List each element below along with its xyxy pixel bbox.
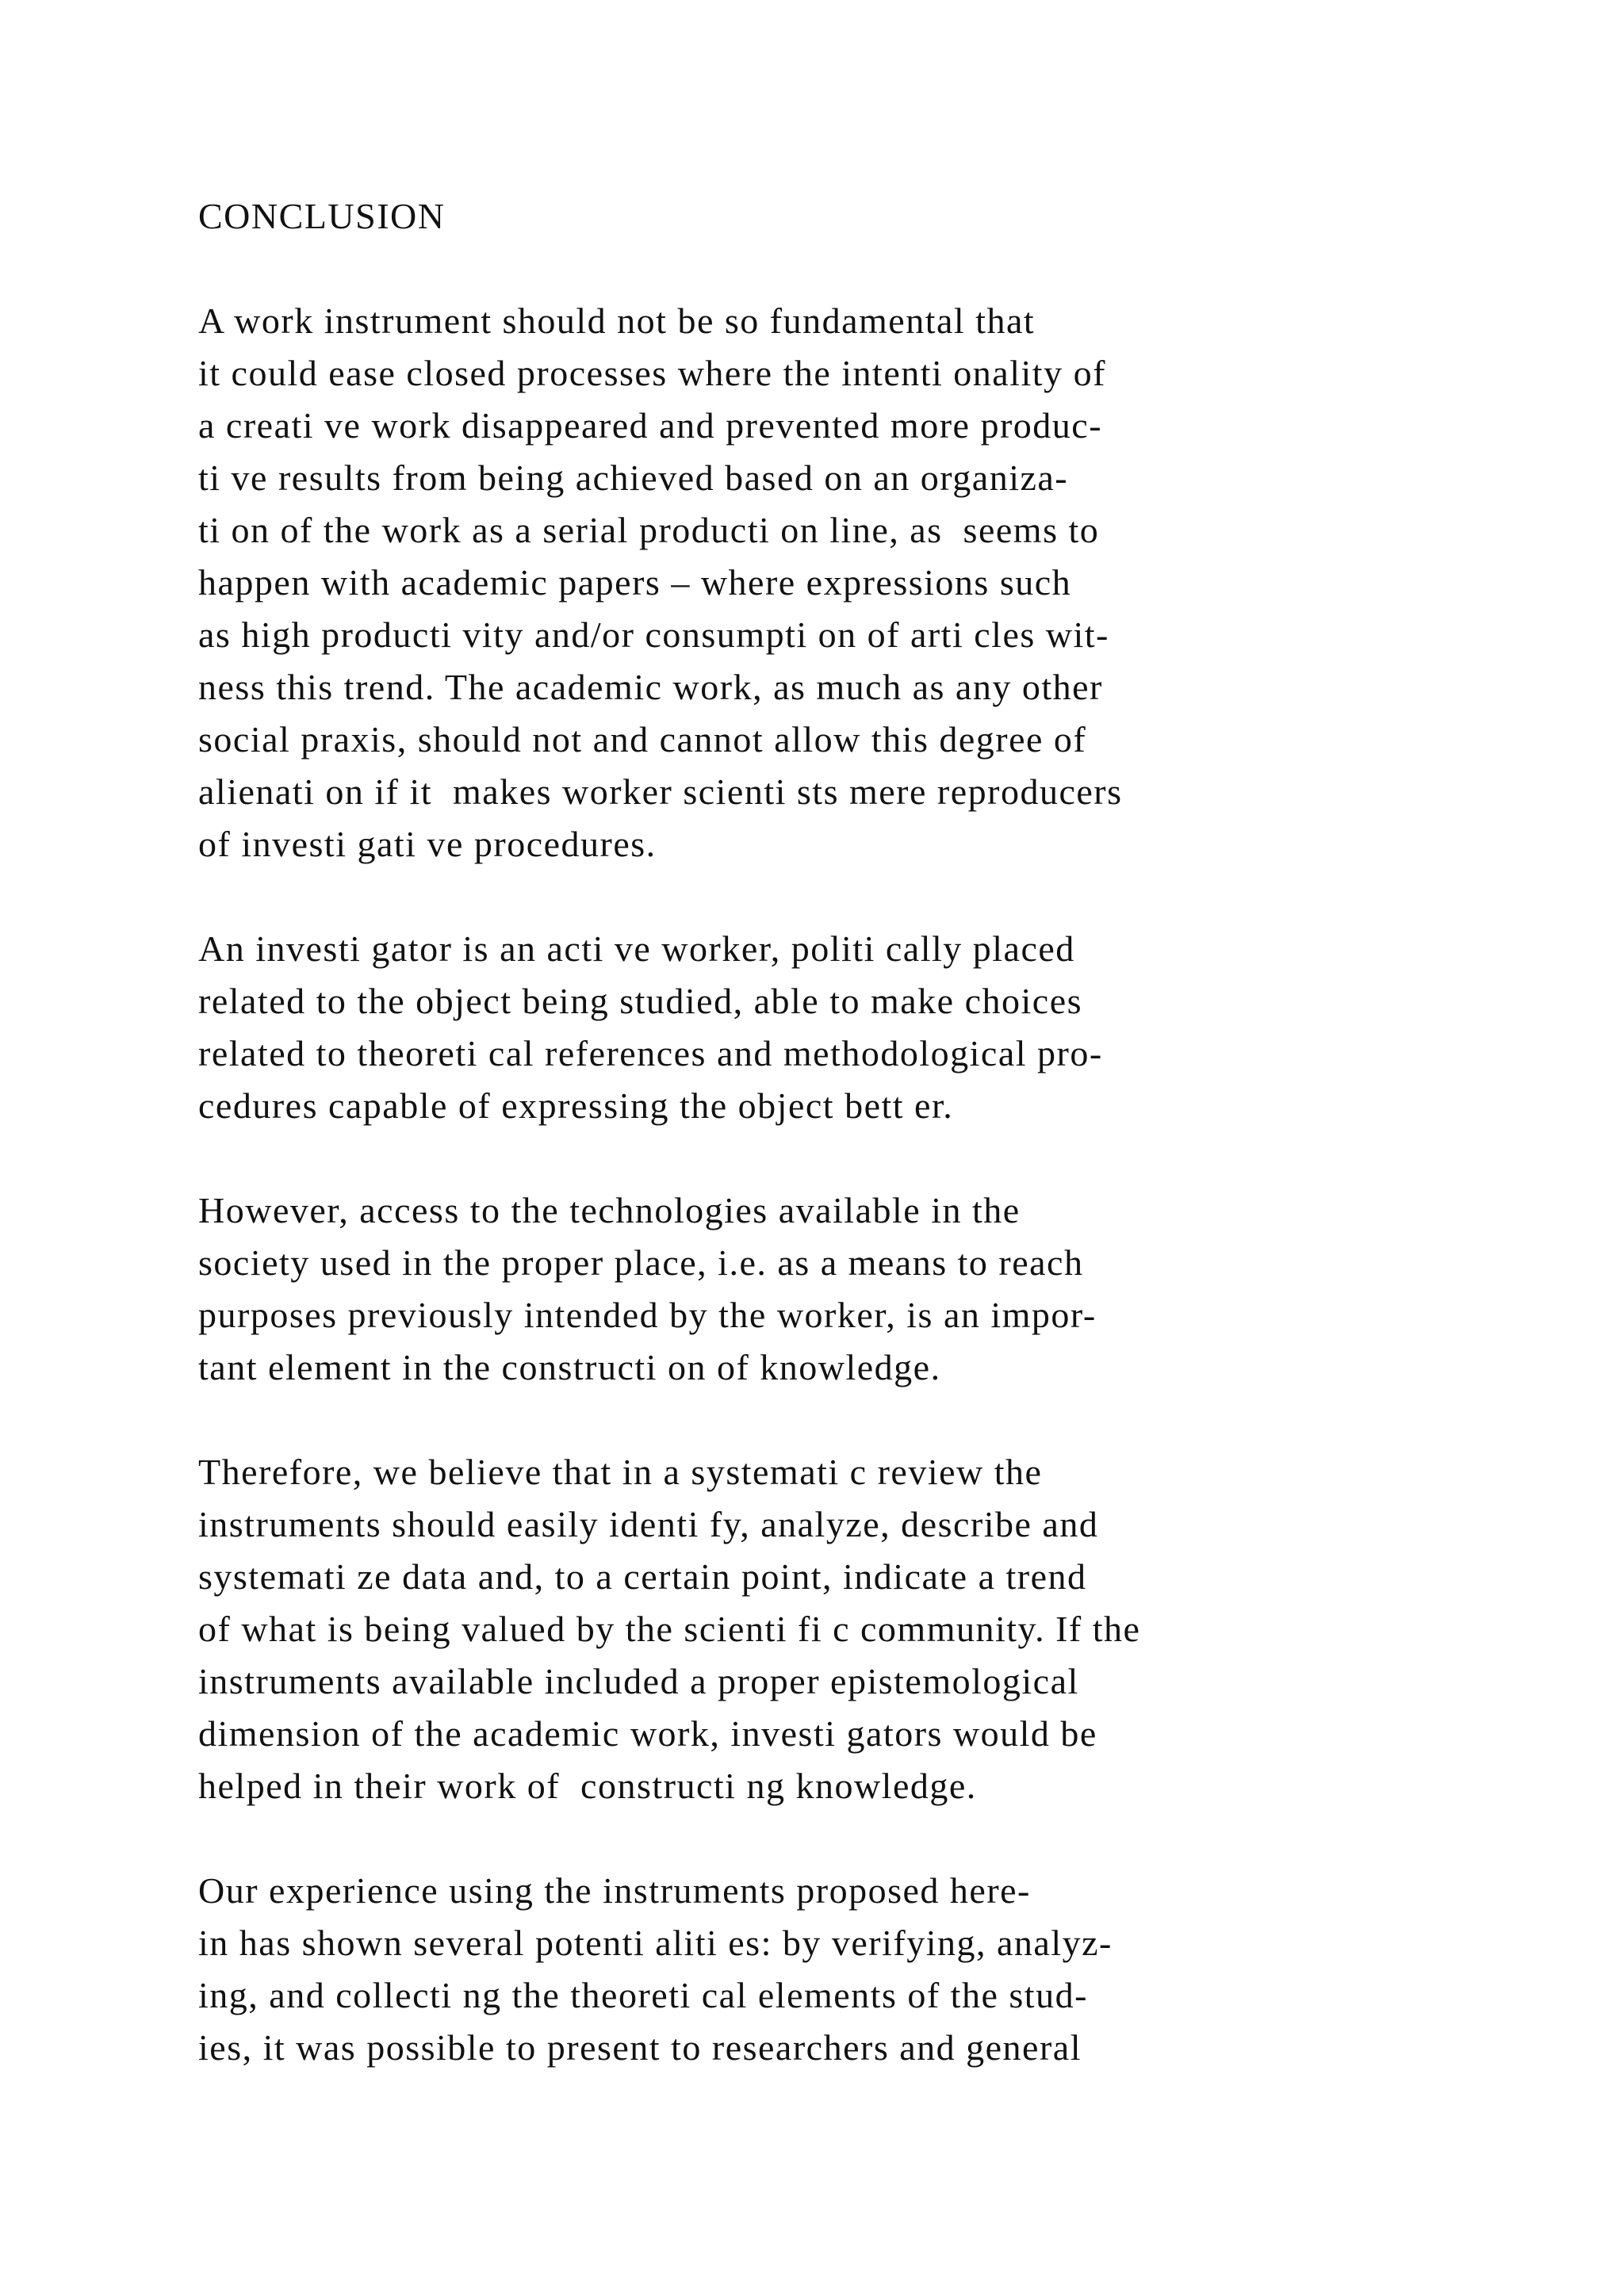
text-line: social praxis, should not and cannot allow this degree of xyxy=(198,719,1087,760)
text-line: systemati ze data and, to a certain point, indicate a trend xyxy=(198,1556,1087,1597)
text-line: helped in their work of constructi ng knowledge. xyxy=(198,1766,977,1806)
text-line: of what is being valued by the scienti fi c community. If the xyxy=(198,1609,1141,1649)
paragraph xyxy=(198,923,1594,1132)
text-line: of investi gati ve procedures. xyxy=(198,824,657,864)
text-line: it could ease closed processes where the intenti onality of xyxy=(198,353,1106,393)
text-line: dimension of the academic work, investi gators would be xyxy=(198,1713,1097,1754)
paragraph xyxy=(198,1446,1594,1812)
text-line: society used in the proper place, i.e. as a means to reach xyxy=(198,1242,1084,1283)
text-line: purposes previously intended by the worker, is an impor- xyxy=(198,1295,1097,1335)
text-line: ing, and collecti ng the theoreti cal elements of the stud- xyxy=(198,1975,1088,2015)
text-line: instruments should easily identi fy, analyze, describe and xyxy=(198,1504,1099,1544)
text-line: Our experience using the instruments proposed here- xyxy=(198,1870,1031,1911)
paragraph xyxy=(198,1865,1594,2074)
section-heading: CONCLUSION xyxy=(198,196,446,236)
text-line: ti ve results from being achieved based on an organiza- xyxy=(198,457,1069,498)
text-line: a creati ve work disappeared and prevented more produc- xyxy=(198,405,1103,446)
text-line: in has shown several potenti aliti es: by verifying, analyz- xyxy=(198,1923,1113,1963)
text-line: cedures capable of expressing the object bett er. xyxy=(198,1085,954,1126)
text-line: related to the object being studied, able to make choices xyxy=(198,981,1083,1021)
text-line: instruments available included a proper epistemological xyxy=(198,1661,1079,1701)
text-line: related to theoreti cal references and methodological pro- xyxy=(198,1033,1103,1073)
text-line: A work instrument should not be so fundamental that xyxy=(198,300,1036,341)
text-line: ies, it was possible to present to researchers and general xyxy=(198,2027,1082,2068)
text-line: tant element in the constructi on of knowledge. xyxy=(198,1347,941,1387)
paragraph-list xyxy=(198,295,1594,2074)
text-line: However, access to the technologies available in the xyxy=(198,1190,1021,1230)
document-body xyxy=(198,190,1594,2126)
paragraph xyxy=(198,1184,1594,1394)
text-line: An investi gator is an acti ve worker, politi cally placed xyxy=(198,928,1075,969)
text-line: alienati on if it makes worker scienti sts mere reproducers xyxy=(198,771,1123,812)
text-line: ti on of the work as a serial producti on line, as seems to xyxy=(198,510,1100,550)
text-line: ness this trend. The academic work, as much as any other xyxy=(198,667,1103,707)
text-line: as high producti vity and/or consumpti on of arti cles wit- xyxy=(198,614,1109,655)
paragraph xyxy=(198,295,1594,871)
text-line: Therefore, we believe that in a systemati c review the xyxy=(198,1452,1043,1492)
text-line: happen with academic papers – where expressions such xyxy=(198,562,1072,603)
